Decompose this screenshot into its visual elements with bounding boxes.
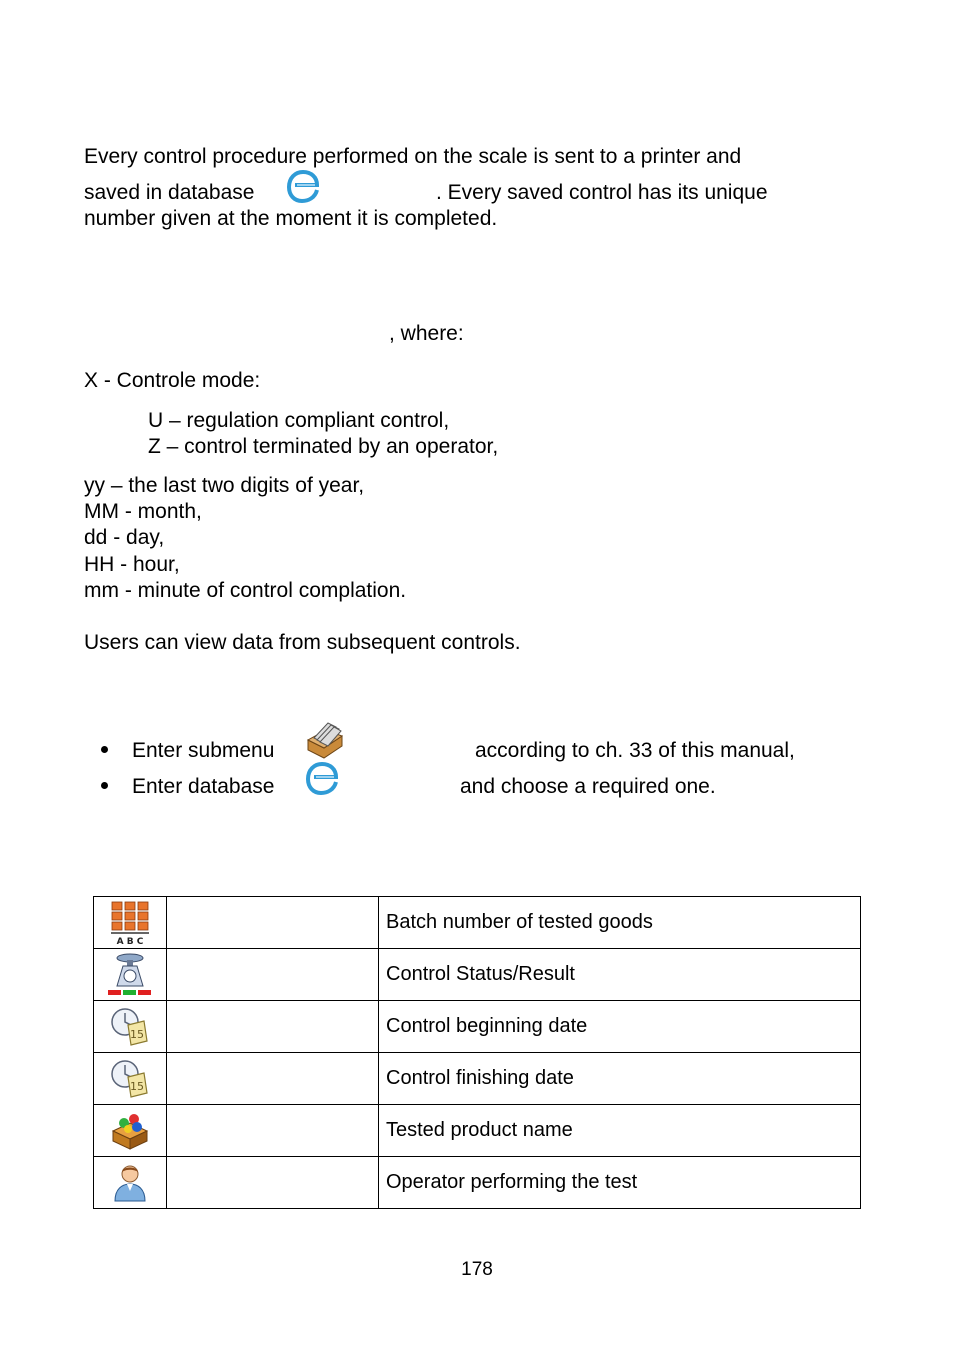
- view-text: Users can view data from subsequent controls.: [84, 631, 521, 654]
- table-row: [94, 897, 861, 949]
- legend-u: U – regulation compliant control,: [148, 409, 450, 432]
- row-desc: Operator performing the test: [379, 1157, 861, 1209]
- page-number: 178: [461, 1259, 493, 1280]
- scale-status-icon: [105, 952, 155, 998]
- step-1-tail: according to ch. 33 of this manual,: [475, 739, 795, 762]
- icon-cell: [94, 1157, 167, 1209]
- fields-table: [93, 896, 861, 1209]
- intro-line-3: number given at the moment it is completed.: [84, 207, 498, 230]
- row-desc: Control finishing date: [379, 1053, 861, 1105]
- intro-line-2b: . Every saved control has its unique: [436, 181, 768, 204]
- table-row: [94, 1001, 861, 1053]
- legend-MM: MM - month,: [84, 500, 202, 523]
- clock-date-icon: [110, 1007, 150, 1047]
- row-desc: Tested product name: [379, 1105, 861, 1157]
- row-desc: Control beginning date: [379, 1001, 861, 1053]
- step-2-label: Enter database: [132, 775, 275, 798]
- legend-mm: mm - minute of control complation.: [84, 579, 407, 602]
- icon-cell: [94, 1001, 167, 1053]
- product-box-icon: [110, 1111, 150, 1151]
- operator-user-icon: [112, 1163, 148, 1203]
- format-where: , where:: [389, 322, 464, 345]
- step-2-tail: and choose a required one.: [460, 775, 716, 798]
- legend-HH: HH - hour,: [84, 553, 180, 576]
- database-submenu-icon: [304, 718, 346, 760]
- legend-dd: dd - day,: [84, 526, 165, 549]
- step-1-label: Enter submenu: [132, 739, 275, 762]
- icon-cell: [94, 897, 167, 949]
- batch-abc-icon: [109, 900, 151, 946]
- icon-cell: [94, 949, 167, 1001]
- table-row: [94, 949, 861, 1001]
- svg-text:15: 15: [130, 1027, 144, 1041]
- svg-text:A B C: A B C: [116, 936, 144, 946]
- e-database-icon: [286, 168, 326, 204]
- legend-z: Z – control terminated by an operator,: [148, 435, 499, 458]
- clock-date-icon: [110, 1059, 150, 1099]
- table-row: [94, 1105, 861, 1157]
- bullet-1: [101, 746, 108, 753]
- icon-cell: [94, 1053, 167, 1105]
- row-desc: Batch number of tested goods: [379, 897, 861, 949]
- bullet-2: [101, 782, 108, 789]
- intro-line-2a: saved in database: [84, 181, 255, 204]
- row-desc: Control Status/Result: [379, 949, 861, 1001]
- intro-line-1: Every control procedure performed on the scale is sent to a printer and: [84, 145, 742, 168]
- table-row: [94, 1053, 861, 1105]
- legend-x-label: X - Controle mode:: [84, 369, 261, 392]
- table-row: [94, 1157, 861, 1209]
- svg-text:15: 15: [130, 1079, 144, 1093]
- legend-yy: yy – the last two digits of year,: [84, 474, 365, 497]
- icon-cell: [94, 1105, 167, 1157]
- e-database-icon: [305, 760, 345, 796]
